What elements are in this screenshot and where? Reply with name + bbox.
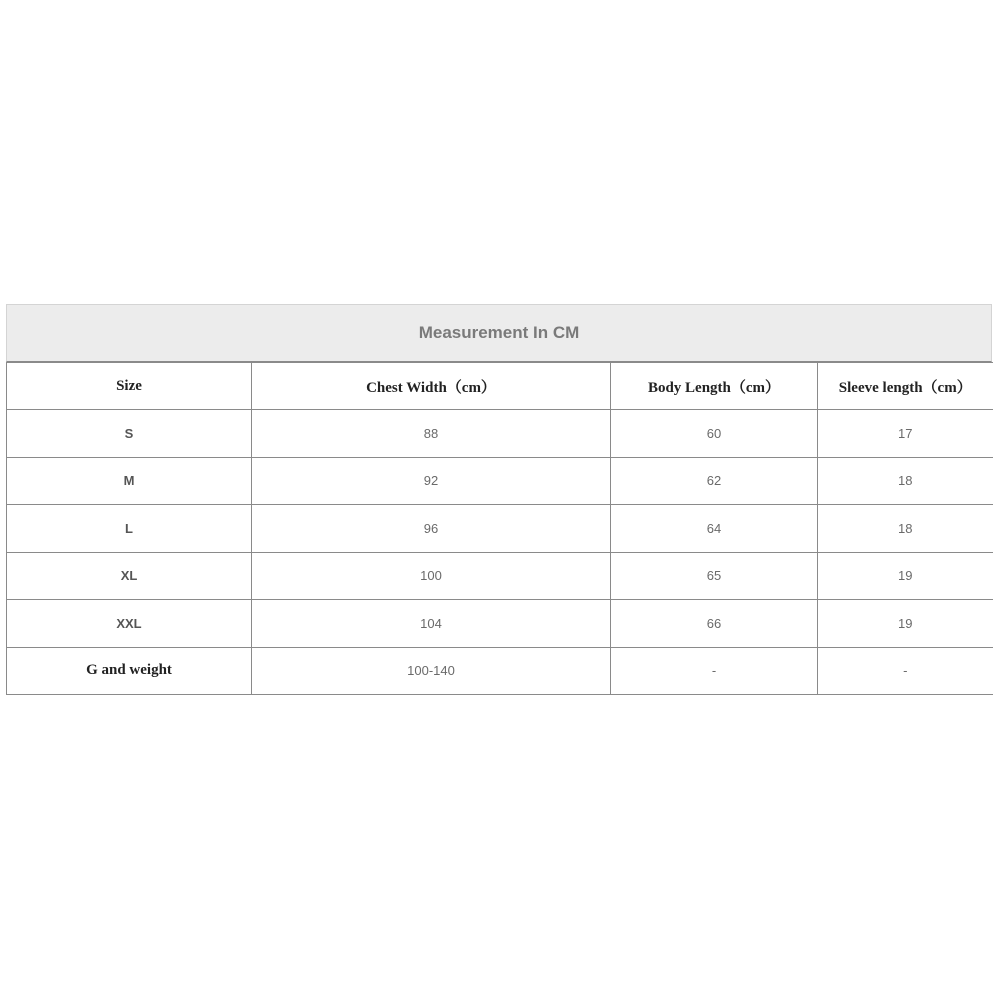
chest-width-cell: 104 [252, 600, 611, 648]
size-cell: M [7, 457, 252, 505]
measurement-table [6, 362, 993, 695]
chest-width-cell: 92 [252, 457, 611, 505]
header-chest-width: Chest Width（cm） [252, 363, 611, 410]
body-length-cell: 64 [611, 505, 818, 553]
sleeve-length-cell: 18 [818, 457, 993, 505]
table-row [7, 600, 993, 648]
size-cell: L [7, 505, 252, 553]
body-length-cell: 62 [611, 457, 818, 505]
body-length-cell: 65 [611, 552, 818, 600]
sleeve-length-cell: 18 [818, 505, 993, 553]
sleeve-length-cell: - [818, 647, 993, 695]
size-cell: XL [7, 552, 252, 600]
body-length-cell: 60 [611, 410, 818, 458]
size-cell: XXL [7, 600, 252, 648]
header-sleeve-length: Sleeve length（cm） [818, 363, 993, 410]
table-row [7, 505, 993, 553]
table-header-row [7, 363, 993, 410]
table-row [7, 647, 993, 695]
header-size: Size [7, 363, 252, 410]
header-body-length: Body Length（cm） [611, 363, 818, 410]
size-chart [6, 304, 992, 695]
size-cell: G and weight [7, 647, 252, 695]
table-title: Measurement In CM [6, 304, 992, 362]
table-row [7, 410, 993, 458]
body-length-cell: 66 [611, 600, 818, 648]
chest-width-cell: 100-140 [252, 647, 611, 695]
body-length-cell: - [611, 647, 818, 695]
table-row [7, 552, 993, 600]
size-cell: S [7, 410, 252, 458]
sleeve-length-cell: 17 [818, 410, 993, 458]
sleeve-length-cell: 19 [818, 600, 993, 648]
table-row [7, 457, 993, 505]
sleeve-length-cell: 19 [818, 552, 993, 600]
chest-width-cell: 88 [252, 410, 611, 458]
chest-width-cell: 96 [252, 505, 611, 553]
chest-width-cell: 100 [252, 552, 611, 600]
